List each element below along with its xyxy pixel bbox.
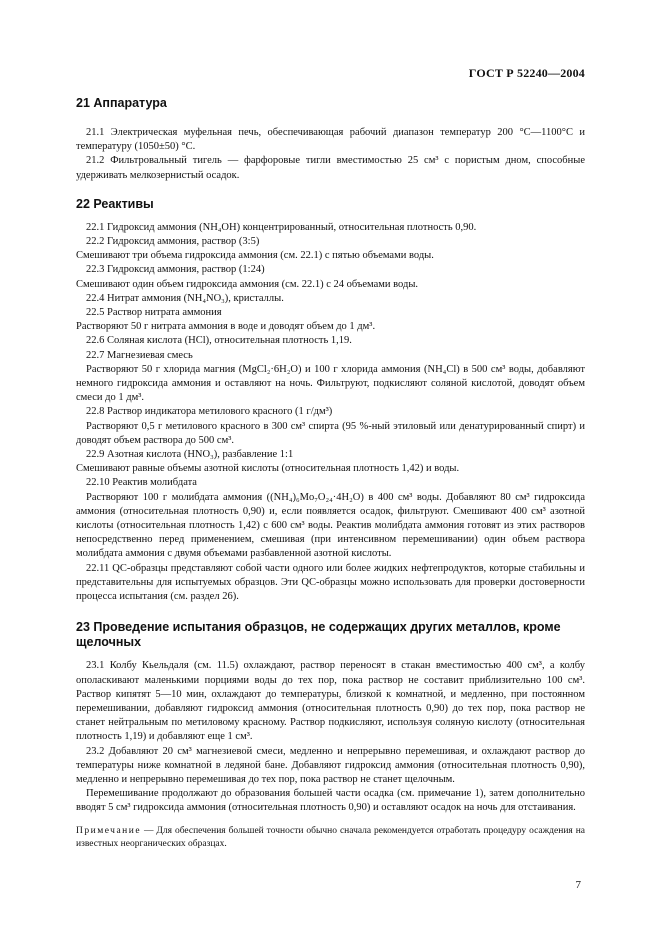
paragraph: 23.2 Добавляют 20 см³ магнезиевой смеси, медленно и непрерывно перемешивая, и охлаждают раствор до температуры ниже комнатной в ледяной бане. Добавляют гидроксид аммония (относительная плотность 0,90), медленно и непрерывно перемешивая до тех пор, пока раствор не станет щелочным.	[76, 745, 585, 785]
paragraph: Перемешивание продолжают до образования большей части осадка (см. примечание 1), затем дополнительно вводят 5 см³ гидроксида аммония (относительная плотность 0,90) и оставляют осадок на ночь для отстаивания.	[76, 788, 585, 814]
paragraph: 22.6 Соляная кислота (HCl), относительная плотность 1,19.	[86, 335, 352, 347]
section-22-title: 22 Реактивы	[76, 196, 154, 211]
paragraph: 21.2 Фильтровальный тигель — фарфоровые тигли вместимостью 25 см³ с пористым дном, способные удерживать мелкозернистый осадок.	[76, 155, 585, 181]
paragraph: Смешивают один объем гидроксида аммония (см. 22.1) с 24 объемами воды.	[76, 278, 419, 290]
paragraph: Растворяют 0,5 г метилового красного в 300 см³ спирта (95 %-ный этиловый или денатурированный спирт) и доводят объем раствора до 500 см³.	[76, 420, 585, 446]
paragraph: Растворяют 50 г нитрата аммония в воде и доводят объем до 1 дм³.	[76, 321, 376, 333]
note	[76, 825, 585, 851]
note-label: Примечание	[76, 825, 142, 836]
paragraph: 22.8 Раствор индикатора метилового красного (1 г/дм³)	[86, 406, 333, 418]
paragraph: 21.1 Электрическая муфельная печь, обеспечивающая рабочий диапазон температур 200 °С—1100°С и температуру (1050±50) °С.	[76, 127, 585, 153]
paragraph: Растворяют 50 г хлорида магния (MgCl₂·6H₂O) и 100 г хлорида аммония (NH₄Cl) в 500 см³ воды, добавляют немного гидроксида аммония и оставляют на ночь. Фильтруют, подкисляют соляной кислотой, доводят объем смеси до 1 дм³.	[76, 363, 585, 404]
paragraph: 22.11 QC-образцы представляют собой части одного или более жидких нефтепродуктов, которые стабильны и представительны для испытуемых образцов. Эти QC-образцы можно использовать для проверки достоверности процесса испытания (см. раздел 26).	[76, 562, 585, 603]
paragraph: 22.7 Магнезиевая смесь	[86, 349, 193, 361]
paragraph: 22.2 Гидроксид аммония, раствор (3:5)	[86, 236, 260, 248]
paragraph: 22.5 Раствор нитрата аммония	[86, 307, 222, 319]
section-23-title: 23 Проведение испытания образцов, не содержащих других металлов, кроме щелочных	[76, 620, 561, 650]
section-21-title: 21 Аппаратура	[76, 96, 167, 110]
paragraph: 23.1 Колбу Кьельдаля (см. 11.5) охлаждают, раствор переносят в стакан вместимостью 400 см³, а колбу ополаскивают маленькими порциями воды до тех пор, пока раствор не составит приблизительно 100 см³. Раствор кипятят 5—10 мин, охлаждают до температуры, близкой к комнатной, и медленно, при постоянном перемешивании, добавляют гидроксид аммония (относительная плотность 0,90) до тех пор, пока раствор не станет нейтральным по метиловому красному. Раствор подкисляют, используя соляную кислоту (относительная плотность 1,19) и добавляют еще 1 см³.	[76, 660, 585, 743]
note-text: — Для обеспечения большей точности обычно сначала рекомендуется отработать процедуру осаждения на известных неорганических образцах.	[76, 825, 585, 849]
page-number: 7	[575, 879, 581, 891]
paragraph: Смешивают три объема гидроксида аммония (см. 22.1) с пятью объемами воды.	[76, 250, 434, 262]
paragraph: Смешивают равные объемы азотной кислоты (относительная плотность 1,42) и воды.	[76, 463, 460, 475]
paragraph: 22.4 Нитрат аммония (NH₄NO₃), кристаллы.	[86, 292, 284, 304]
paragraph: 22.9 Азотная кислота (HNO₃), разбавление 1:1	[86, 449, 294, 461]
paragraph: 22.3 Гидроксид аммония, раствор (1:24)	[86, 264, 265, 276]
paragraph: 22.1 Гидроксид аммония (NH₄OH) концентрированный, относительная плотность 0,90.	[86, 221, 477, 233]
paragraph: 22.10 Реактив молибдата	[86, 477, 197, 489]
paragraph: Растворяют 100 г молибдата аммония ((NH₄)₆Mo₇O₂₄·4H₂O) в 400 см³ воды. Добавляют 80 см³ гидроксида аммония (относительная плотность 0,90) и, если появляется осадок, фильтруют. Смешивают 400 см³ азотной кислоты (относительная плотность 1,42) с 600 см³ воды. Реактив молибдата аммония готовят из этих растворов непосредственно перед применением, смешивая (при интенсивном перемешивании) один объем раствора молибдата аммония с двумя объемами разбавленной азотной кислоты.	[76, 491, 585, 560]
document-id: ГОСТ Р 52240—2004	[468, 66, 585, 80]
document-body	[76, 90, 585, 851]
